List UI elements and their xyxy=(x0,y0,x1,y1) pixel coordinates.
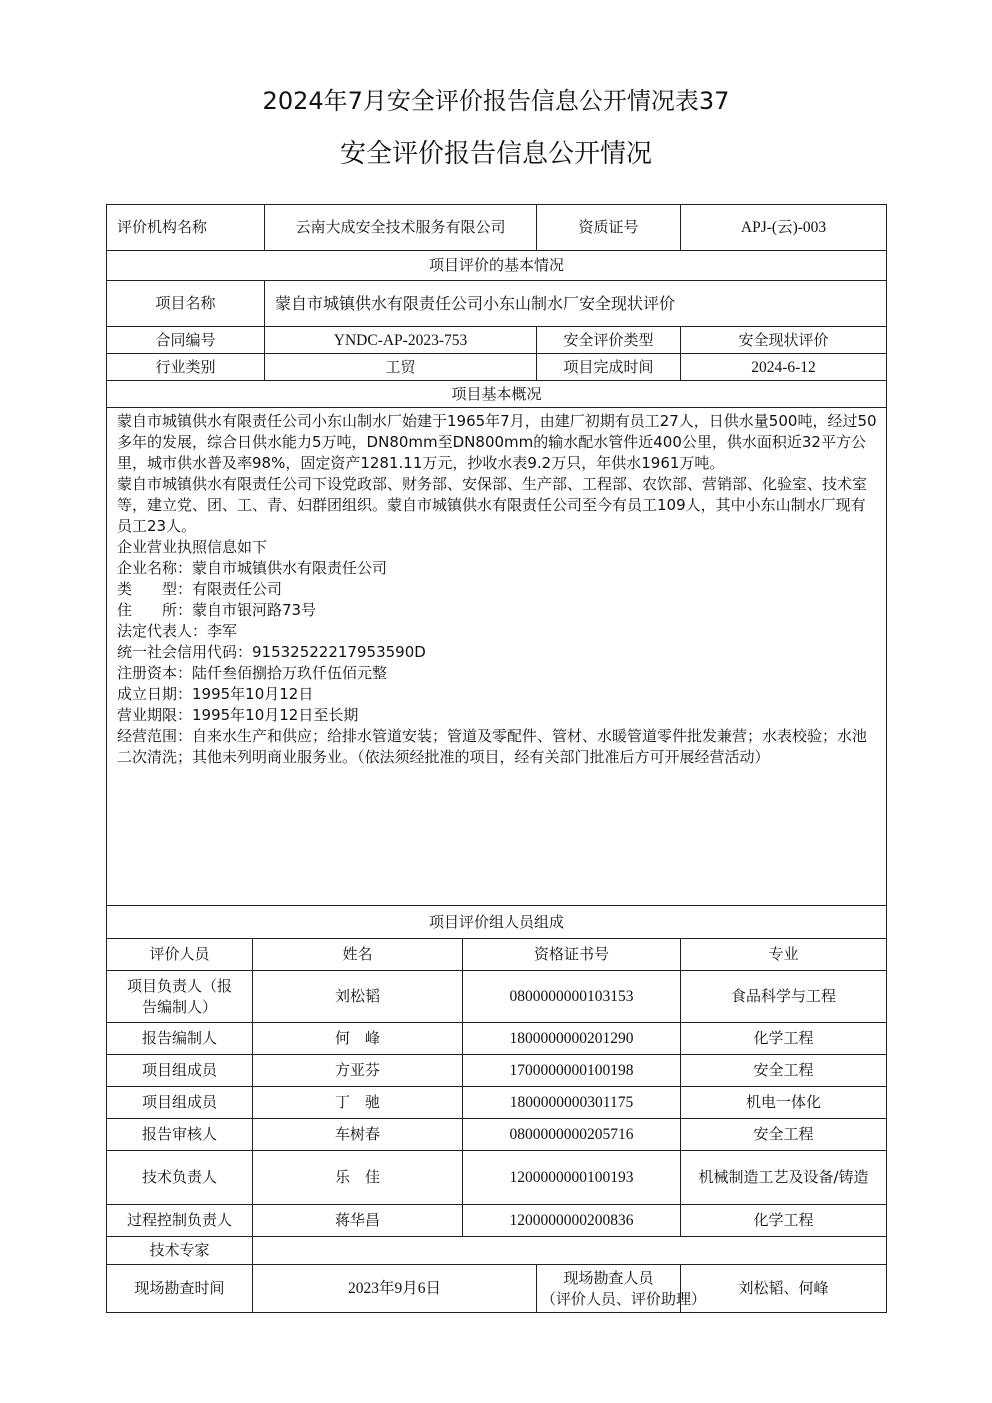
overview-row xyxy=(107,408,887,906)
member-cert: 1200000000100193 xyxy=(463,1151,681,1205)
contract-label: 合同编号 xyxy=(107,327,265,354)
industry-row xyxy=(107,354,887,381)
member-major: 安全工程 xyxy=(681,1055,887,1087)
industry-value: 工贸 xyxy=(265,354,537,381)
member-major: 食品科学与工程 xyxy=(681,971,887,1023)
project-name-row xyxy=(107,281,887,327)
member-name: 刘松韬 xyxy=(253,971,463,1023)
table-row xyxy=(107,1119,887,1151)
survey-staff-value: 刘松韬、何峰 xyxy=(681,1265,887,1313)
overview-paragraph: 蒙自市城镇供水有限责任公司下设党政部、财务部、安保部、生产部、工程部、农饮部、营销部、化验室、技术室等，建立党、团、工、青、妇群团组织。蒙自市城镇供水有限责任公司至今有员工109人，其中小东山制水厂现有员工23人。 xyxy=(117,475,868,535)
team-header-major: 专业 xyxy=(681,939,887,971)
overview-paragraph: 蒙自市城镇供水有限责任公司小东山制水厂始建于1965年7月，由建厂初期有员工27人，日供水量500吨，经过50多年的发展，综合日供水能力5万吨，DN80mm至DN800mm的输水配水管件近400公里，供水面积近32平方公里，城市供水普及率98%，固定资产1281.11万元，抄收水表9.2万只，年供水1961万吨。 xyxy=(117,412,877,472)
eval-type-value: 安全现状评价 xyxy=(681,327,887,354)
team-header-cert: 资格证书号 xyxy=(463,939,681,971)
survey-staff-label-line1: 现场勘查人员 xyxy=(563,1268,654,1287)
member-name: 车树春 xyxy=(253,1119,463,1151)
industry-label: 行业类别 xyxy=(107,354,265,381)
basic-section-title: 项目评价的基本情况 xyxy=(107,251,887,281)
overview-paragraph: 营业期限：1995年10月12日至长期 xyxy=(117,706,359,724)
table-row xyxy=(107,1087,887,1119)
eval-type-label: 安全评价类型 xyxy=(537,327,681,354)
overview-title: 项目基本概况 xyxy=(107,381,887,408)
table-row xyxy=(107,1151,887,1205)
org-value: 云南大成安全技术服务有限公司 xyxy=(265,205,537,251)
overview-paragraph: 住 所：蒙自市银河路73号 xyxy=(117,601,317,619)
member-cert: 1800000000201290 xyxy=(463,1023,681,1055)
overview-paragraph: 经营范围：自来水生产和供应；给排水管道安装；管道及零配件、管材、水暖管道零件批发兼营；水表校验；水池二次清洗；其他未列明商业服务业。（依法须经批准的项目，经有关部门批准后方可开展经营活动） xyxy=(117,727,868,766)
cert-label: 资质证号 xyxy=(537,205,681,251)
survey-staff-label-line2: （评价人员、评价助理） xyxy=(541,1289,707,1308)
member-cert: 1800000000301175 xyxy=(463,1087,681,1119)
survey-time-label: 现场勘查时间 xyxy=(107,1265,253,1313)
org-label: 评价机构名称 xyxy=(107,205,265,251)
overview-paragraph: 法定代表人：李军 xyxy=(117,622,238,640)
overview-paragraph: 企业名称：蒙自市城镇供水有限责任公司 xyxy=(117,559,388,577)
member-major: 化学工程 xyxy=(681,1205,887,1237)
report-subtitle: 安全评价报告信息公开情况 xyxy=(339,139,652,169)
overview-paragraph: 统一社会信用代码：91532522217953590D xyxy=(117,643,426,661)
expert-label: 技术专家 xyxy=(107,1237,253,1265)
member-role: 项目组成员 xyxy=(107,1087,253,1119)
member-role: 过程控制负责人 xyxy=(107,1205,253,1237)
table-row xyxy=(107,1023,887,1055)
finish-value: 2024-6-12 xyxy=(681,354,887,381)
member-role: 报告审核人 xyxy=(107,1119,253,1151)
table-row xyxy=(107,1205,887,1237)
disclosure-table xyxy=(106,204,887,1313)
survey-staff-label xyxy=(537,1265,707,1313)
cert-value: APJ-(云)-003 xyxy=(681,205,887,251)
expert-row xyxy=(107,1237,887,1265)
overview-paragraph: 类 型：有限责任公司 xyxy=(117,580,283,598)
table-row xyxy=(107,1055,887,1087)
team-title: 项目评价组人员组成 xyxy=(107,906,887,939)
team-header-role: 评价人员 xyxy=(107,939,253,971)
member-name: 方亚芬 xyxy=(253,1055,463,1087)
member-name: 乐 佳 xyxy=(253,1151,463,1205)
member-cert: 1700000000100198 xyxy=(463,1055,681,1087)
survey-time-value: 2023年9月6日 xyxy=(253,1265,537,1313)
member-role: 报告编制人 xyxy=(107,1023,253,1055)
member-name: 何 峰 xyxy=(253,1023,463,1055)
member-major: 机械制造工艺及设备/铸造 xyxy=(681,1151,887,1205)
member-cert: 0800000000103153 xyxy=(463,971,681,1023)
contract-value: YNDC-AP-2023-753 xyxy=(265,327,537,354)
member-role: 技术负责人 xyxy=(107,1151,253,1205)
team-header-name: 姓名 xyxy=(253,939,463,971)
overview-body xyxy=(107,408,887,906)
member-major: 机电一体化 xyxy=(681,1087,887,1119)
overview-paragraph: 注册资本：陆仟叁佰捌拾万玖仟伍佰元整 xyxy=(117,664,388,682)
member-name: 丁 驰 xyxy=(253,1087,463,1119)
member-role: 项目负责人（报告编制人） xyxy=(107,971,253,1023)
member-role: 项目组成员 xyxy=(107,1055,253,1087)
survey-row xyxy=(107,1265,887,1313)
member-cert: 0800000000205716 xyxy=(463,1119,681,1151)
org-row xyxy=(107,205,887,251)
contract-row xyxy=(107,327,887,354)
member-cert: 1200000000200836 xyxy=(463,1205,681,1237)
overview-paragraph: 企业营业执照信息如下 xyxy=(117,538,268,556)
overview-paragraph: 成立日期：1995年10月12日 xyxy=(117,685,314,703)
member-major: 安全工程 xyxy=(681,1119,887,1151)
table-row xyxy=(107,971,887,1023)
finish-label: 项目完成时间 xyxy=(537,354,681,381)
project-name-label: 项目名称 xyxy=(107,281,265,327)
expert-value xyxy=(253,1237,887,1265)
report-title: 2024年7月安全评价报告信息公开情况表37 xyxy=(262,87,730,115)
team-header-row xyxy=(107,939,887,971)
member-name: 蒋华昌 xyxy=(253,1205,463,1237)
project-name-value: 蒙自市城镇供水有限责任公司小东山制水厂安全现状评价 xyxy=(265,281,887,327)
member-major: 化学工程 xyxy=(681,1023,887,1055)
